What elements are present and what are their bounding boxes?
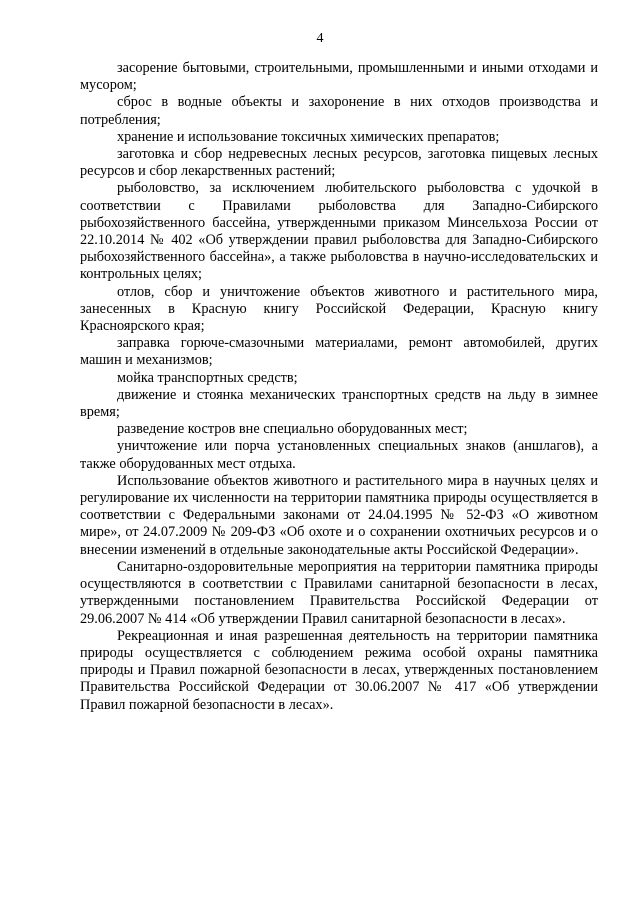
document-body <box>80 60 598 714</box>
paragraph-waste-dumping: засорение бытовыми, строительными, промышленными и иными отходами и мусором; <box>80 60 598 94</box>
paragraph-campfires: разведение костров вне специально оборудованных мест; <box>117 421 468 438</box>
paragraph-toxic-chemicals: хранение и использование токсичных химических препаратов; <box>117 128 500 145</box>
paragraph-water-discharge: сброс в водные объекты и захоронение в них отходов производства и потребления; <box>80 94 598 128</box>
paragraph-recreation: Рекреационная и иная разрешенная деятельность на территории памятника природы осуществляется с соблюдением режима особой охраны памятника природы и Правил пожарной безопасности в лесах, утвержденных постановлением Правительства Российской Федерации от 30.06.2007 № 417 «Об утверждении Правил пожарной безопасности в лесах». <box>80 627 598 713</box>
page-number: 4 <box>316 31 324 46</box>
paragraph-sanitary-measures: Санитарно-оздоровительные мероприятия на территории памятника природы осуществляются в соответствии с Правилами санитарной безопасности в лесах, утвержденными постановлением Правительства Российской Федерации от 29.06.2007 № 414 «Об утверждении Правил санитарной безопасности в лесах». <box>80 558 598 627</box>
paragraph-vehicle-washing: мойка транспортных средств; <box>117 369 298 386</box>
paragraph-signs-damage: уничтожение или порча установленных специальных знаков (аншлагов), а также оборудованных мест отдыха. <box>80 438 598 472</box>
paragraph-red-book: отлов, сбор и уничтожение объектов животного и растительного мира, занесенных в Красную книгу Российской Федерации, Красную книгу Красноярского края; <box>80 283 598 335</box>
paragraph-scientific-use: Использование объектов животного и растительного мира в научных целях и регулирование их численности на территории памятника природы осуществляется в соответствии с Федеральными законами от 24.04.1995 № 52-ФЗ «О животном мире», от 24.07.2009 № 209-ФЗ «Об охоте и о сохранении охотничьих ресурсов и о внесении изменений в отдельные законодательные акты Российской Федерации». <box>80 472 598 558</box>
paragraph-ice-driving: движение и стоянка механических транспортных средств на льду в зимнее время; <box>80 386 598 421</box>
paragraph-fishing: рыболовство, за исключением любительского рыболовства с удочкой в соответствии с Правилами рыболовства для Западно-Сибирского рыбохозяйственного бассейна, утвержденными приказом Минсельхоза России от 22.10.2014 № 402 «Об утверждении правил рыболовства для Западно-Сибирского рыбохозяйственного бассейна», а также рыболовства в научно-исследовательских и контрольных целях; <box>80 180 598 283</box>
paragraph-forest-resources: заготовка и сбор недревесных лесных ресурсов, заготовка пищевых лесных ресурсов и сбор лекарственных растений; <box>80 146 598 180</box>
paragraph-fueling-repair: заправка горюче-смазочными материалами, ремонт автомобилей, других машин и механизмов; <box>80 335 598 369</box>
